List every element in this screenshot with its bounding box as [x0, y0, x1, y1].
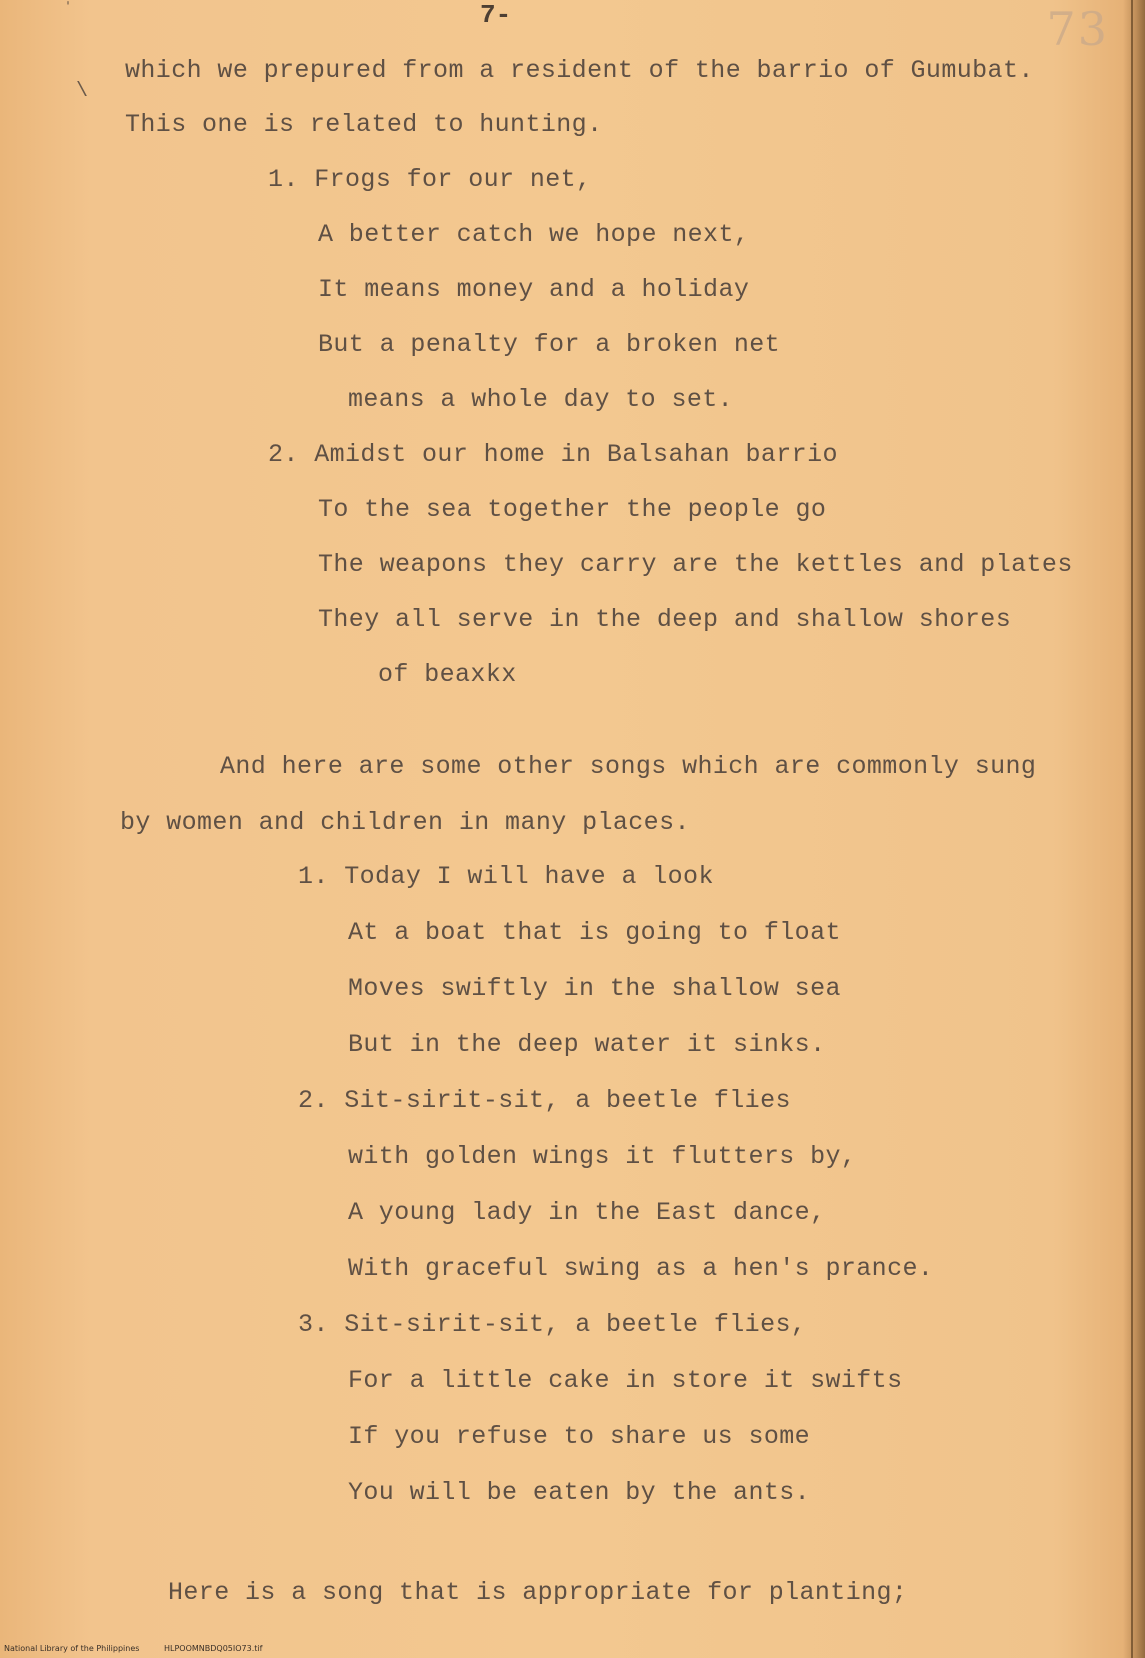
footer-file-id: HLPOOMNBDQ05IO73.tif — [163, 1644, 263, 1653]
verse-line: 1. Today I will have a look — [298, 862, 714, 891]
footer-library: National Library of the Philippines — [4, 1644, 140, 1653]
verse-line: With graceful swing as a hen's prance. — [348, 1254, 934, 1283]
verse-line: You will be eaten by the ants. — [348, 1478, 811, 1507]
verse-line: A better catch we hope next, — [318, 220, 750, 249]
text-line: And here are some other songs which are commonly sung — [220, 752, 1037, 781]
verse-line: 2. Sit-sirit-sit, a beetle flies — [298, 1086, 791, 1115]
verse-line: with golden wings it flutters by, — [348, 1142, 857, 1171]
verse-line: But in the deep water it sinks. — [348, 1030, 826, 1059]
text-line: Here is a song that is appropriate for planting; — [168, 1578, 908, 1607]
margin-mark: ˈ — [62, 0, 75, 23]
verse-line: of beaxkx — [378, 660, 517, 689]
verse-line: At a boat that is going to float — [348, 918, 841, 947]
verse-line: Moves swiftly in the shallow sea — [348, 974, 841, 1003]
page-edge-line — [1131, 0, 1133, 1658]
verse-line: They all serve in the deep and shallow shores — [318, 605, 1012, 634]
page-number: 7- — [480, 0, 512, 30]
text-line: which we prepured from a resident of the barrio of Gumubat. — [125, 56, 1034, 85]
verse-line: But a penalty for a broken net — [318, 330, 781, 359]
verse-line: means a whole day to set. — [348, 385, 734, 414]
verse-line: To the sea together the people go — [318, 495, 827, 524]
verse-line: 2. Amidst our home in Balsahan barrio — [268, 440, 838, 469]
page-edge-shadow — [1123, 0, 1145, 1658]
verse-line: If you refuse to share us some — [348, 1422, 811, 1451]
verse-line: 1. Frogs for our net, — [268, 165, 592, 194]
page-stamp-number: 73 — [1046, 2, 1109, 56]
verse-line: It means money and a holiday — [318, 275, 750, 304]
verse-line: A young lady in the East dance, — [348, 1198, 826, 1227]
verse-line: The weapons they carry are the kettles and plates — [318, 550, 1073, 579]
verse-line: For a little cake in store it swifts — [348, 1366, 903, 1395]
text-line: This one is related to hunting. — [125, 110, 603, 139]
verse-line: 3. Sit-sirit-sit, a beetle flies, — [298, 1310, 807, 1339]
text-line: by women and children in many places. — [120, 808, 690, 837]
margin-mark: \ — [76, 80, 89, 103]
scan-footer — [4, 1644, 284, 1653]
